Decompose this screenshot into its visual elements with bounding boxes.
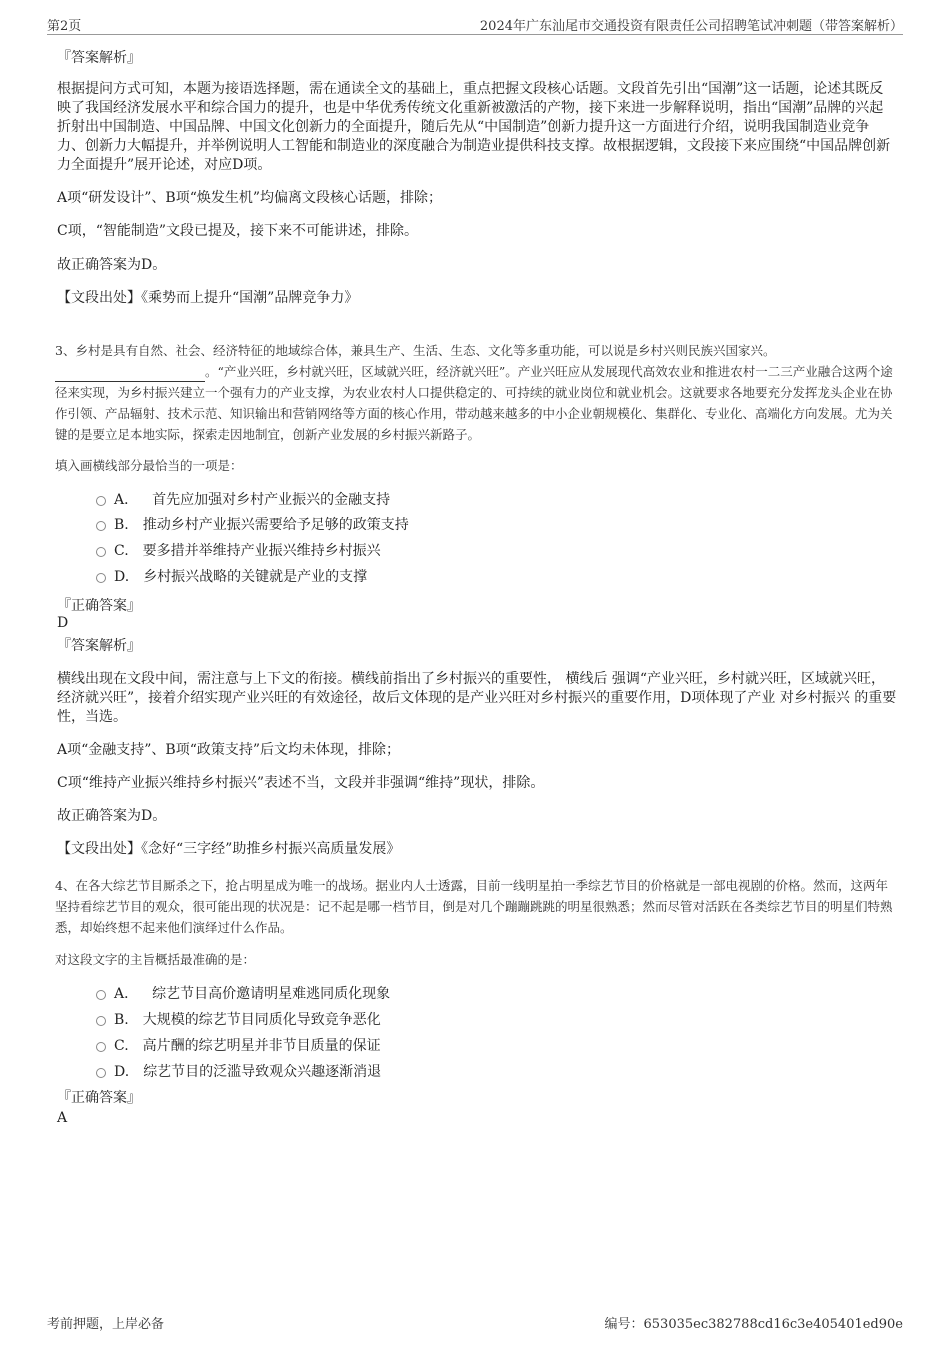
source-citation: 【文段出处】《乘势而上提升“国潮”品牌竞争力》 [57,290,359,306]
analysis-paragraph: 根据提问方式可知，本题为接语选择题，需在通读全文的基础上，重点把握文段核心话题。文段首先引出“国潮”这一话题，论述其既反映了我国经济发展水平和综合国力的提升，也是中华优秀传统文化重新被激活的产物，接下来进一步解释说明，指出“国潮”品牌的兴起折射出中国制造、中国品牌、中国文化创新力的全面提升，随后先从“中国制造”创新力提升这一方面进行介绍，说明我国制造业竞争力、创新力大幅提升，并举例说明人工智能和制造业的深度融合为制造业提供科技支撑。故根据逻辑，文段接下来应围绕“中国品牌创新力全面提升”展开论述，对应D项。 [57,81,891,173]
document-title: 2024年广东汕尾市交通投资有限责任公司招聘笔试冲刺题（带答案解析） [479,19,903,34]
option-letter: A． [114,492,139,508]
option-text: 要多措并举维持产业振兴维持乡村振兴 [142,543,381,559]
page-number: 第2页 [47,19,82,34]
option-text: 推动乡村产业振兴需要给予足够的政策支持 [142,517,409,533]
radio-icon[interactable] [96,573,106,583]
option-text: 大规模的综艺节目同质化导致竞争恶化 [142,1012,381,1028]
radio-icon[interactable] [96,1042,106,1052]
question-4-text: 4、在各大综艺节目厮杀之下，抢占明星成为唯一的战场。据业内人士透露，目前一线明星拍一季综艺节目的价格就是一部电视剧的价格。然而，这两年坚持看综艺节目的观众，很可能出现的状况是：记不起是哪一档节目，倒是对几个蹦蹦跳跳的明星很熟悉；然而尽管对活跃在各类综艺节目的明星们特熟悉，却始终想不起来他们演绎过什么作品。 [55,878,893,935]
source-citation: 【文段出处】《念好“三字经”助推乡村振兴高质量发展》 [57,841,401,857]
option-b[interactable] [96,1010,381,1030]
analysis-label: 『答案解析』 [57,50,141,66]
analysis-paragraph: 横线出现在文段中间，需注意与上下文的衔接。横线前指出了乡村振兴的重要性， 横线后 强调“产业兴旺，乡村就兴旺，区域就兴旺，经济就兴旺”，接着介绍实现产业兴旺的有效途径，故后文体现的是产业兴旺对乡村振兴的重要作用，D项体现了产业 对乡村振兴 的重要性，当选。 [57,671,897,725]
option-text: 综艺节目的泛滥导致观众兴趣逐渐消退 [143,1064,382,1080]
option-text: 综艺节目高价邀请明星难逃同质化现象 [152,986,391,1002]
option-letter: C. [114,1038,129,1054]
option-letter: A． [114,986,139,1002]
option-c[interactable] [96,1036,381,1056]
analysis-line-ab: A项“金融支持”、B项“政策支持”后文均未体现，排除； [57,742,401,758]
radio-icon[interactable] [96,547,106,557]
page-footer [47,1313,903,1333]
correct-answer: D [57,615,69,631]
correct-answer-label: 『正确答案』 [57,1090,141,1106]
correct-answer: A [57,1110,68,1126]
document-code: 编号：653035ec382788cd16c3e405401ed90e [604,1317,903,1332]
analysis-line-ab: A项“研发设计”、B项“焕发生机”均偏离文段核心话题，排除； [57,190,443,206]
question-3-text-before: 3、乡村是具有自然、社会、经济特征的地域综合体，兼具生产、生活、生态、文化等多重功能，可以说是乡村兴则民族兴国家兴。 [55,343,776,358]
correct-answer-label: 『正确答案』 [57,598,141,614]
question-4-prompt: 对这段文字的主旨概括最准确的是： [55,952,256,967]
option-letter: D. [114,1064,130,1080]
analysis-line-c: C项，“智能制造”文段已提及，接下来不可能讲述，排除。 [57,223,419,239]
fill-blank [55,367,205,382]
footer-slogan: 考前押题，上岸必备 [47,1317,165,1332]
option-letter: C. [114,543,129,559]
analysis-conclusion: 故正确答案为D。 [57,257,167,273]
analysis-conclusion: 故正确答案为D。 [57,808,167,824]
question-3-text [55,340,895,445]
analysis-line-c: C项“维持产业振兴维持乡村振兴”表述不当，文段并非强调“维持”现状，排除。 [57,775,545,791]
option-text: 高片酬的综艺明星并非节目质量的保证 [142,1038,381,1054]
analysis-label: 『答案解析』 [57,638,141,654]
radio-icon[interactable] [96,990,106,1000]
question-3-prompt: 填入画横线部分最恰当的一项是： [55,458,243,473]
option-d[interactable] [96,567,367,587]
option-c[interactable] [96,541,381,561]
option-b[interactable] [96,515,409,535]
option-d[interactable] [96,1062,381,1082]
option-text: 首先应加强对乡村产业振兴的金融支持 [152,492,391,508]
radio-icon[interactable] [96,1068,106,1078]
radio-icon[interactable] [96,496,106,506]
option-text: 乡村振兴战略的关键就是产业的支撑 [143,569,368,585]
radio-icon[interactable] [96,1016,106,1026]
option-letter: B. [114,517,129,533]
option-letter: D. [114,569,130,585]
option-letter: B. [114,1012,129,1028]
option-a[interactable] [96,984,390,1004]
radio-icon[interactable] [96,521,106,531]
option-a[interactable] [96,490,390,510]
question-3-text-after: 。“产业兴旺，乡村就兴旺，区域就兴旺，经济就兴旺”。产业兴旺应从发展现代高效农业和推进农村一二三产业融合这两个途径来实现，为乡村振兴建立一个强有力的产业支撑，为农业农村人口提供稳定的、可持续的就业岗位和就业机会。这就要求各地要充分发挥龙头企业在协作引领、产品辐射、技术示范、知识输出和营销网络等方面的核心作用，带动越来越多的中小企业朝规模化、集群化、专业化、高端化方向发展。尤为关键的是要立足本地实际，探索走因地制宜，创新产业发展的乡村振兴新路子。 [55,364,893,442]
page-header [47,12,903,35]
